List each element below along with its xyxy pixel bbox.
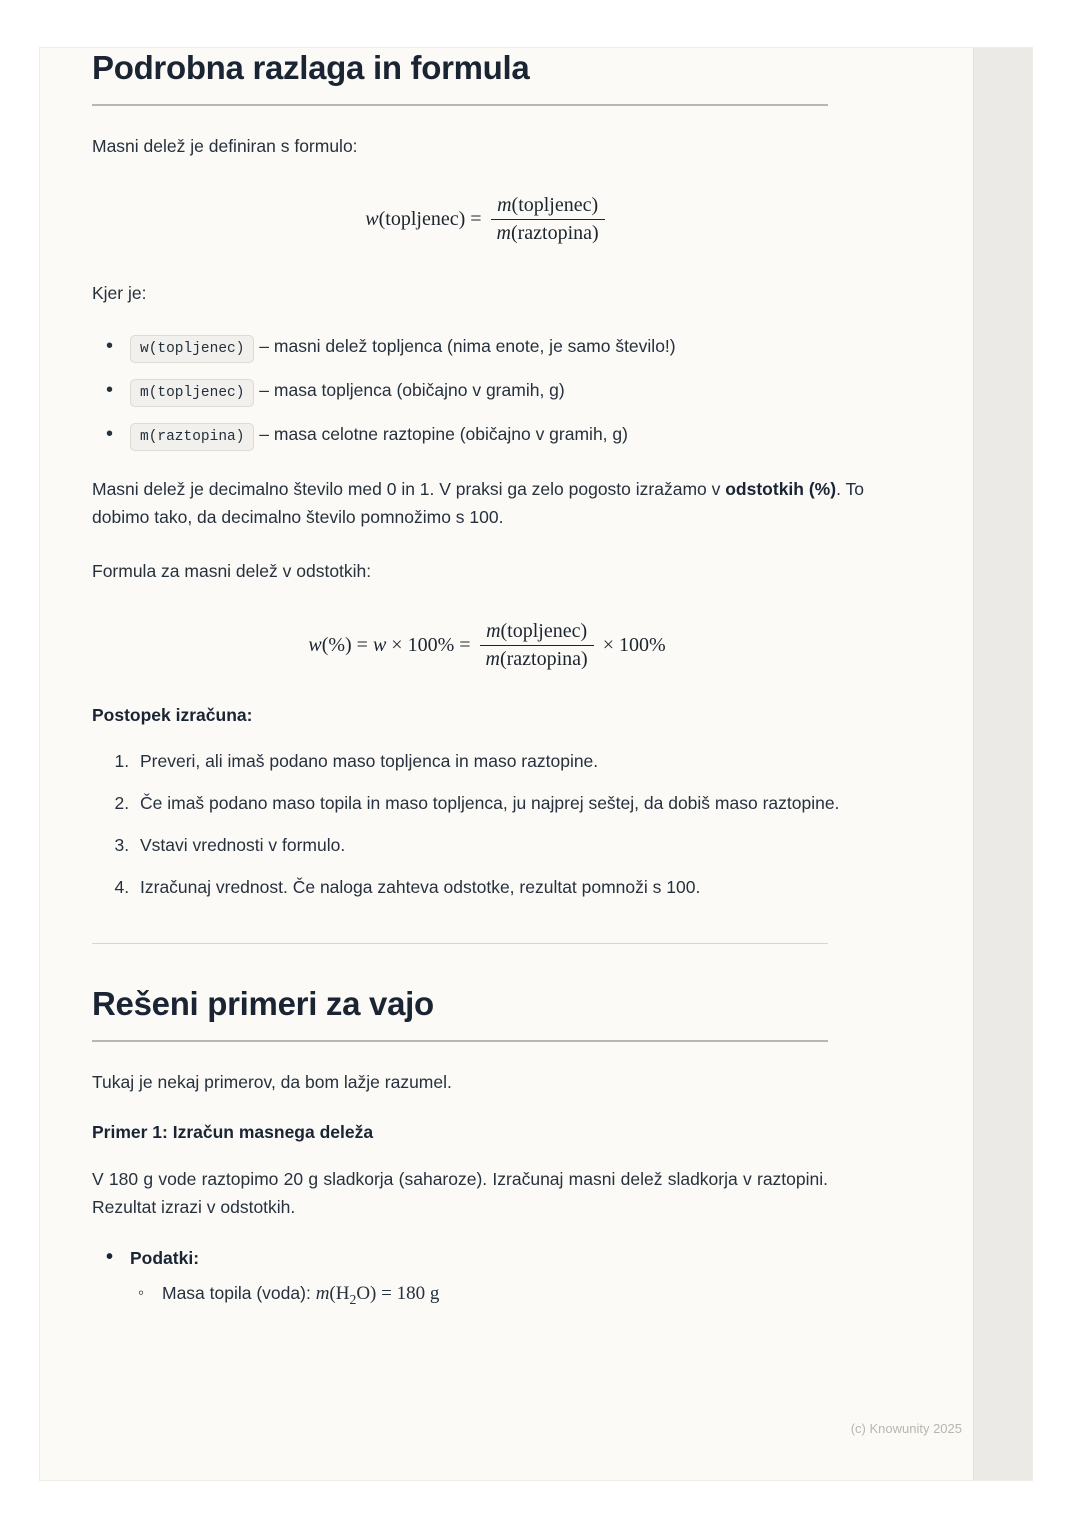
definition-text: – masni delež topljenca (nima enote, je samo število!) xyxy=(259,336,676,357)
data-item-prefix: Masa topila (voda): xyxy=(162,1282,316,1303)
section-divider xyxy=(92,943,828,944)
data-label: Podatki: xyxy=(130,1247,200,1268)
definition-list xyxy=(92,333,882,448)
page-scroll-strip[interactable] xyxy=(973,48,1032,1480)
document-page xyxy=(40,48,1032,1480)
formula-percent-rhs: × 100% xyxy=(602,633,666,656)
procedure-title: Postopek izračuna: xyxy=(92,704,253,725)
page-title: Podrobna razlaga in formula xyxy=(92,49,530,86)
percent-paragraph-part-b: . To dobimo tako, da decimalno število pomnožimo s 100. xyxy=(92,478,864,527)
formula-mass-fraction: w(topljenec) = $\frac{\text{m(topljenec)}}{\text{m(raztopina)}}$ xyxy=(92,194,882,245)
code-chip-m-raztopina: m(raztopina) xyxy=(130,423,254,451)
watermark: (c) Knowunity 2025 xyxy=(850,1421,962,1436)
example-data-list xyxy=(92,1248,882,1308)
title-divider xyxy=(92,104,828,106)
section2-intro: Tukaj je nekaj primerov, da bom lažje razumel. xyxy=(92,1071,452,1092)
list-item xyxy=(92,1248,882,1308)
list-item: 2. Če imaš podano maso topila in maso topljenca, ju najprej seštej, da dobiš maso raztopine. xyxy=(134,790,882,817)
list-item: 3. Vstavi vrednosti v formulo. xyxy=(134,832,882,859)
code-chip-m-topljenec: m(topljenec) xyxy=(130,379,254,407)
definition-text: – masa celotne raztopine (običajno v gramih, g) xyxy=(259,423,628,444)
example-data-sublist xyxy=(130,1283,882,1308)
list-item: 1. Preveri, ali imaš podano maso topljenca in maso raztopine. xyxy=(134,748,882,775)
section2-divider xyxy=(92,1040,828,1042)
procedure-steps xyxy=(92,748,882,902)
intro-paragraph: Masni delež je definiran s formulo: xyxy=(92,135,358,156)
formula-percent-label: Formula za masni delež v odstotkih: xyxy=(92,561,372,582)
example-title: Primer 1: Izračun masnega deleža xyxy=(92,1122,374,1142)
code-chip-w-topljenec: w(topljenec) xyxy=(130,335,254,363)
document-content xyxy=(92,48,882,1321)
percent-paragraph-bold: odstotkih (%) xyxy=(725,478,837,499)
list-item xyxy=(130,1283,882,1308)
section2-title: Rešeni primeri za vajo xyxy=(92,985,434,1023)
data-item-formula: $m(H_2O) = 180$ g xyxy=(315,1282,440,1307)
where-label: Kjer je: xyxy=(92,282,147,303)
list-item: 4. Izračunaj vrednost. Če naloga zahteva odstotke, rezultat pomnoži s 100. xyxy=(134,874,882,901)
list-item xyxy=(92,377,882,405)
definition-text: – masa topljenca (običajno v gramih, g) xyxy=(259,380,565,401)
percent-paragraph-part-a: Masni delež je decimalno število med 0 in 1. V praksi ga zelo pogosto izražamo v xyxy=(92,478,726,499)
percent-paragraph xyxy=(92,475,882,532)
formula-mass-percent: w(%) = w × 100% = $\frac{\text{m(topljenec)}}{\text{m(raztopina)}}$ × 100% xyxy=(308,619,666,670)
example-text: V 180 g vode raztopimo 20 g sladkorja (saharoze). Izračunaj masni delež sladkorja v raztopini. Rezultat izrazi v odstotkih. xyxy=(92,1169,828,1218)
list-item xyxy=(92,421,882,449)
list-item xyxy=(92,333,882,361)
